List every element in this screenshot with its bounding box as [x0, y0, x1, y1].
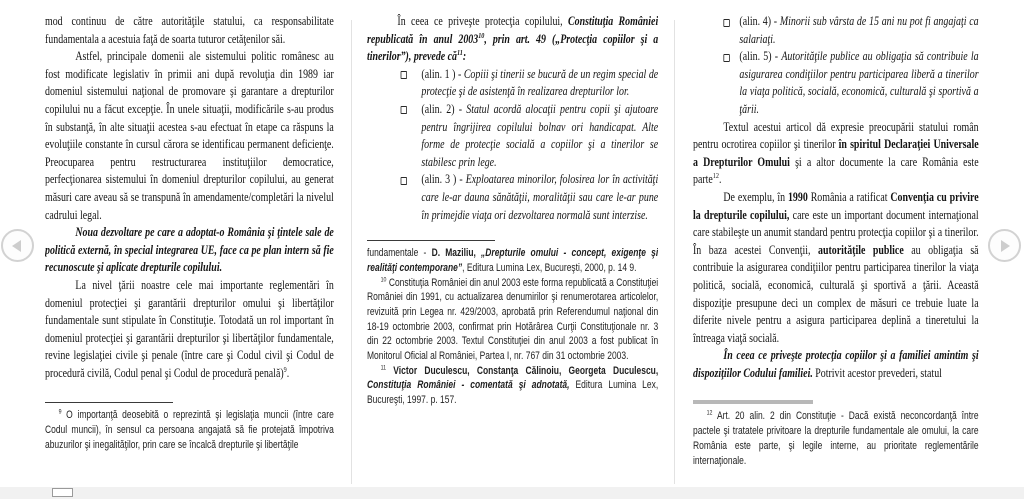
text-run: . [718, 172, 722, 187]
text-run: Textul acestui articol dă expresie preocupării statului român pentru ocrotirea copiilor şi tinerilor [693, 119, 979, 152]
text-run: Copiii şi tinerii se bucură de un regim special de protecţie şi de asistenţă în realizarea drepturilor lor. [421, 66, 658, 99]
page-column-right [693, 13, 979, 495]
text-run: (alin. 1 ) - [421, 66, 464, 81]
footnote-separator [693, 400, 813, 404]
column-divider [351, 20, 352, 484]
page-column-right-text [693, 13, 979, 468]
text-run: Constituţia României - comentată şi adnotată, [367, 379, 570, 392]
text-run: mod continuu de către autorităţile statului, ca responsabilitate fundamentala a acestuia faţă de soarta tuturor cetăţenilor săi. [45, 14, 334, 46]
text-run: D. Maziliu, [431, 247, 482, 260]
text-run: (alin. 5) - [739, 49, 782, 64]
footnote [367, 276, 658, 364]
text-run: În ceea ce priveşte protecţia copilului, [397, 14, 568, 28]
text-run: 10 [380, 276, 387, 283]
footnote [45, 408, 334, 452]
text-run [386, 365, 393, 377]
next-page-button[interactable] [988, 229, 1021, 262]
footnote [367, 246, 658, 275]
square-bullet-icon [723, 19, 729, 27]
text-run: 12 [706, 409, 713, 417]
square-bullet-icon [401, 177, 407, 185]
paragraph [367, 13, 658, 66]
text-run: Potrivit acestor prevederi, statul [812, 365, 942, 380]
page-column-left [45, 13, 334, 495]
paragraph [693, 189, 979, 347]
page-scrubber-thumb[interactable] [52, 488, 73, 497]
text-run: şi a altor documente la care România este parte [693, 154, 979, 187]
text-run: , prin art. 49 („Protecţia copiilor şi a tinerilor”), prevede că [367, 31, 658, 64]
text-run: (alin. 2) - [421, 101, 467, 116]
text-run: . [286, 365, 290, 380]
text-run: 10 [478, 30, 485, 40]
text-run: Victor Duculescu, Constanţa Călinoiu, Georgeta Duculescu, [393, 364, 658, 377]
bullet-item [367, 66, 658, 101]
paragraph [693, 347, 979, 382]
text-run: Editura Lumina Lex, Bucureşti, 1997. p. 157. [367, 379, 658, 407]
paragraph [45, 48, 334, 224]
text-run: Constituţia României din anul 2003 este forma republicată a Constituţiei României din 1991, cu actualizarea denumirilor şi renumerotarea articolelor, revizuită prin Legea nr. 429/2003, aprobată prin Referendumul naţional din 18-19 octombrie 2003, confirmat prin Hotărârea Curţii Constituţionale nr. 3 din 22 octombrie 2003. Textul Constituţiei din anul 2003 a fost publicat în Monitorul Oficial al României, Partea I, nr. 767 din 31 octombrie 2003. [367, 276, 658, 363]
chevron-left-icon [12, 240, 21, 252]
text-run: Convenţia cu privire la drepturile copilului, [693, 189, 979, 222]
square-bullet-icon [401, 71, 407, 79]
footnote-separator [45, 402, 173, 403]
paragraph [45, 277, 334, 383]
page-column-center-text [367, 13, 658, 408]
text-run: La nivel ţării noastre cele mai importante reglementări în domeniul protecţiei şi garantării drepturilor omului şi libertăţilor fundamentale sunt stipulate în Constituţie. Totodată un rol important în domeniul protecţiei şi garantării drepturilor şi libertăţilor fundamentale, revine legislaţiei civile şi penale (între care şi Codul civil şi Codul de procedură civilă, Codul penal şi Codul de procedură penală) [45, 277, 334, 380]
text-run: Exploatarea minorilor, folosirea lor în activităţi care le-ar dauna sănătăţii, moralităţii sau care le-ar pune în primejdie viaţa ori dezvoltarea normală sunt interzise. [421, 172, 658, 222]
text-run: , Editura Lumina Lex, Bucureşti, 2000, p. 14 9. [462, 261, 637, 274]
previous-page-button[interactable] [1, 229, 34, 262]
text-run: fundamentale - [367, 247, 432, 260]
bullet-item [693, 48, 979, 118]
text-run: 11 [380, 364, 387, 372]
square-bullet-icon [723, 54, 729, 62]
bullet-item [693, 13, 979, 48]
text-run: 9 [58, 408, 62, 416]
chevron-right-icon [1001, 240, 1010, 252]
text-run: De exemplu, în [723, 189, 788, 204]
text-run: (alin. 3 ) - [421, 172, 466, 187]
paragraph [45, 224, 334, 277]
text-run: autorităţile publice [818, 242, 904, 257]
column-divider [674, 20, 675, 484]
text-run: 9 [283, 364, 287, 374]
footnote [367, 364, 658, 408]
page-scrubber-bar [0, 487, 1024, 499]
text-run: Noua dezvoltare pe care a adoptat-o România şi ţintele sale de politică externă, în special integrarea UE, face ca pe plan intern să fie recunoscute şi aplicate drepturile copilului. [45, 225, 334, 275]
text-run: Minorii sub vârsta de 15 ani nu pot fi angajaţi ca salariaţi. [739, 14, 979, 46]
text-run: Statul acordă alocaţii pentru copii şi ajutoare pentru îngrijirea copilului bolnav ori handicapat. Alte forme de protecţie socială a copiilor şi a tinerilor se stabilesc prin lege. [421, 101, 658, 169]
text-run: În ceea ce priveşte protecţia copiilor şi a familiei amintim şi dispoziţiilor Codului familiei. [693, 348, 979, 380]
text-run: : [462, 49, 467, 64]
bullet-item [367, 101, 658, 171]
text-run: 1990 [787, 189, 808, 204]
paragraph [693, 119, 979, 189]
paragraph [45, 13, 334, 48]
text-run: Constituţia României republicată în anul 2003 [367, 14, 658, 46]
footnote-separator [367, 240, 495, 241]
bullet-item [367, 171, 658, 224]
footnote [693, 409, 979, 468]
text-run: care este un important document internaţional care stabileşte un anumit standard pentru protecţia copiilor şi a tinerilor. În baza acestei Convenţii, [693, 207, 979, 257]
text-run: au obligaţia să contribuie la asigurarea condiţiilor pentru participarea tinerilor la viaţa politică, socială, economică, culturală şi sportivă a ţării. Această dispoziţie presupune deci un complex de măsuri ce trebuie luate la diferite nivele pentru a asigura participarea deplină a tineretului la întreaga viaţă socială. [693, 242, 979, 345]
text-run: în spiritul Declaraţiei Universale a Drepturilor Omului [693, 137, 979, 169]
page-column-center [367, 13, 658, 495]
text-run: O importanţă deosebită o reprezintă şi legislaţia muncii (între care Codul muncii), în sensul ca persoana angajată să fie protejată împotriva abuzurilor şi inegalităţilor, prin care se încalcă drepturile şi libertăţile [45, 409, 334, 451]
text-run: România a ratificat [807, 189, 891, 204]
text-run: Astfel, principale domenii ale sistemului politic românesc au fost modificate legislativ în primii ani după revoluţia din 1989 iar domeniul sistemului naţional de promovare şi garantare a drepturilor copilului nu a făcut excepţie. În unele situaţii, modificările s-au produs în substanţă, în alte situaţii acestea s-au efectuat în etape ca răspuns la evoluţiile constante în cursul cărora se identificau permanent deficienţe. Preocuparea pentru restructurarea instituţiilor democratice, perfecţionarea sistemului în domeniul drepturilor copilului, au generat măsuri care aveau să se transpună în amendamente/completări la nivelul cadrului legal. [45, 49, 334, 222]
text-run: „Drepturile omului - concept, exigenţe şi realităţi contemporane” [367, 247, 658, 274]
square-bullet-icon [401, 106, 407, 114]
page-column-left-text [45, 13, 334, 453]
text-run: Art. 20 alin. 2 din Constituţie - Dacă există neconcordanţă între pactele şi tratatele privitoare la drepturile fundamentale ale omului, la care România este parte, şi legile interne, au prioritate reglementările internaţionale. [693, 410, 979, 467]
text-run: (alin. 4) - [739, 14, 780, 28]
text-run: Autorităţile publice au obligaţia să contribuie la asigurarea condiţiilor pentru participarea liberă a tinerilor la viaţa politică, socială, economică, culturală şi sportivă a ţării. [739, 49, 979, 116]
text-run: 11 [457, 48, 463, 58]
text-run: 12 [712, 171, 719, 181]
